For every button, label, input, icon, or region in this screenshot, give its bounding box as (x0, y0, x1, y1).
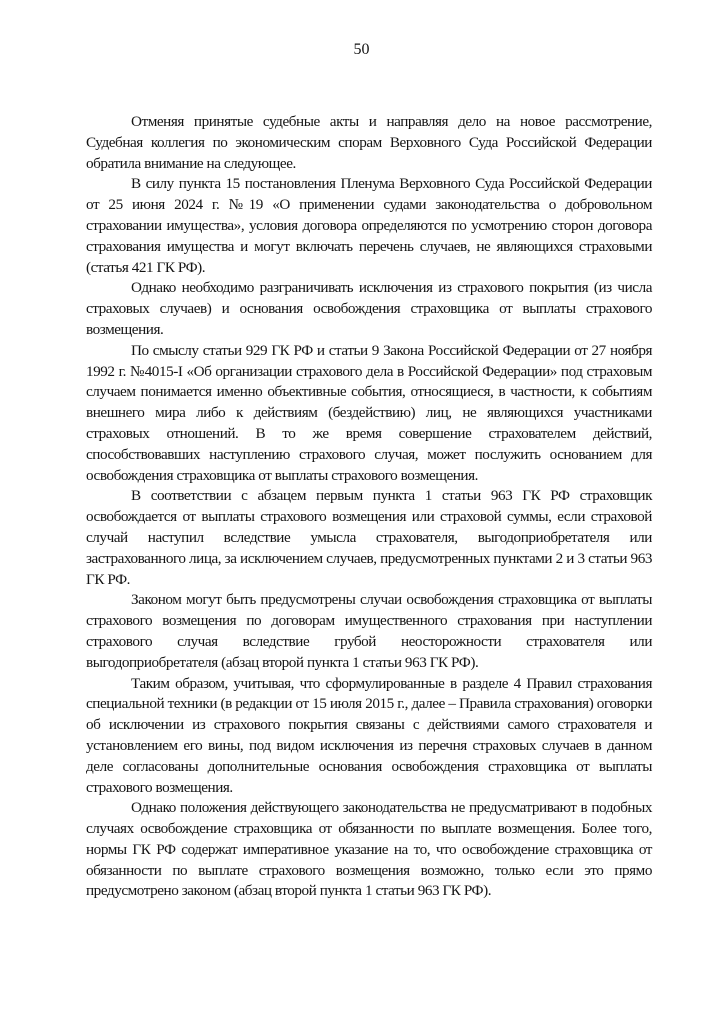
page-number: 50 (353, 41, 370, 58)
paragraph-7: Таким образом, учитывая, что сформулированные в разделе 4 Правил страхования специальной техники (в редакции от 15 июля 2015 г., далее – Правила страхования) оговорки об исключении из страхового покрытия связаны с действиями самого страхователя и установлением его вины, под видом исключения из перечня страховых случаев в данном деле согласованы дополнительные основания освобождения страховщика от выплаты страхового возмещения. (86, 674, 652, 796)
paragraph-8: Однако положения действующего законодательства не предусматривают в подобных случаях освобождение страховщика от обязанности по выплате возмещения. Более того, нормы ГК РФ содержат императивное указание на то, что освобождение страховщика от обязанности по выплате страхового возмещения возможно, только если это прямо предусмотрено законом (абзац второй пункта 1 статьи 963 ГК РФ). (86, 799, 652, 900)
paragraph-1: Отменяя принятые судебные акты и направляя дело на новое рассмотрение, Судебная коллегия по экономическим спорам Верховного Суда Российской Федерации обратила внимание на следующее. (86, 113, 652, 172)
paragraph-3: Однако необходимо разграничивать исключения из страхового покрытия (из числа страховых случаев) и основания освобождения страховщика от выплаты страхового возмещения. (86, 279, 652, 338)
paragraph-6: Законом могут быть предусмотрены случаи освобождения страховщика от выплаты страхового возмещения по договорам имущественного страхования при наступлении страхового случая вследствие грубой неосторожности страхователя или выгодоприобретателя (абзац второй пункта 1 статьи 963 ГК РФ). (86, 591, 652, 671)
paragraph-4: По смыслу статьи 929 ГК РФ и статьи 9 Закона Российской Федерации от 27 ноября 1992 г. №4015-I «Об организации страхового дела в Российской Федерации» под страховым случаем понимается именно объективные события, относящиеся, в частности, к событиям внешнего мира либо к действиям (бездействию) лиц, не являющихся участниками страховых отношений. В то же время совершение страхователем действий, способствовавших наступлению страхового случая, может послужить основанием для освобождения страховщика от выплаты страхового возмещения. (86, 341, 652, 484)
paragraph-5: В соответствии с абзацем первым пункта 1 статьи 963 ГК РФ страховщик освобождается от выплаты страхового возмещения или страховой суммы, если страховой случай наступил вследствие умысла страхователя, выгодоприобретателя или застрахованного лица, за исключением случаев, предусмотренных пунктами 2 и 3 статьи 963 ГК РФ. (86, 487, 652, 588)
document-body (86, 112, 652, 902)
paragraph-2: В силу пункта 15 постановления Пленума Верховного Суда Российской Федерации от 25 июня 2024 г. №19 «О применении судами законодательства о добровольном страховании имущества», условия договора определяются по усмотрению сторон договора страхования имущества и могут включать перечень случаев, не являющихся страховыми (статья 421 ГК РФ). (86, 175, 652, 276)
